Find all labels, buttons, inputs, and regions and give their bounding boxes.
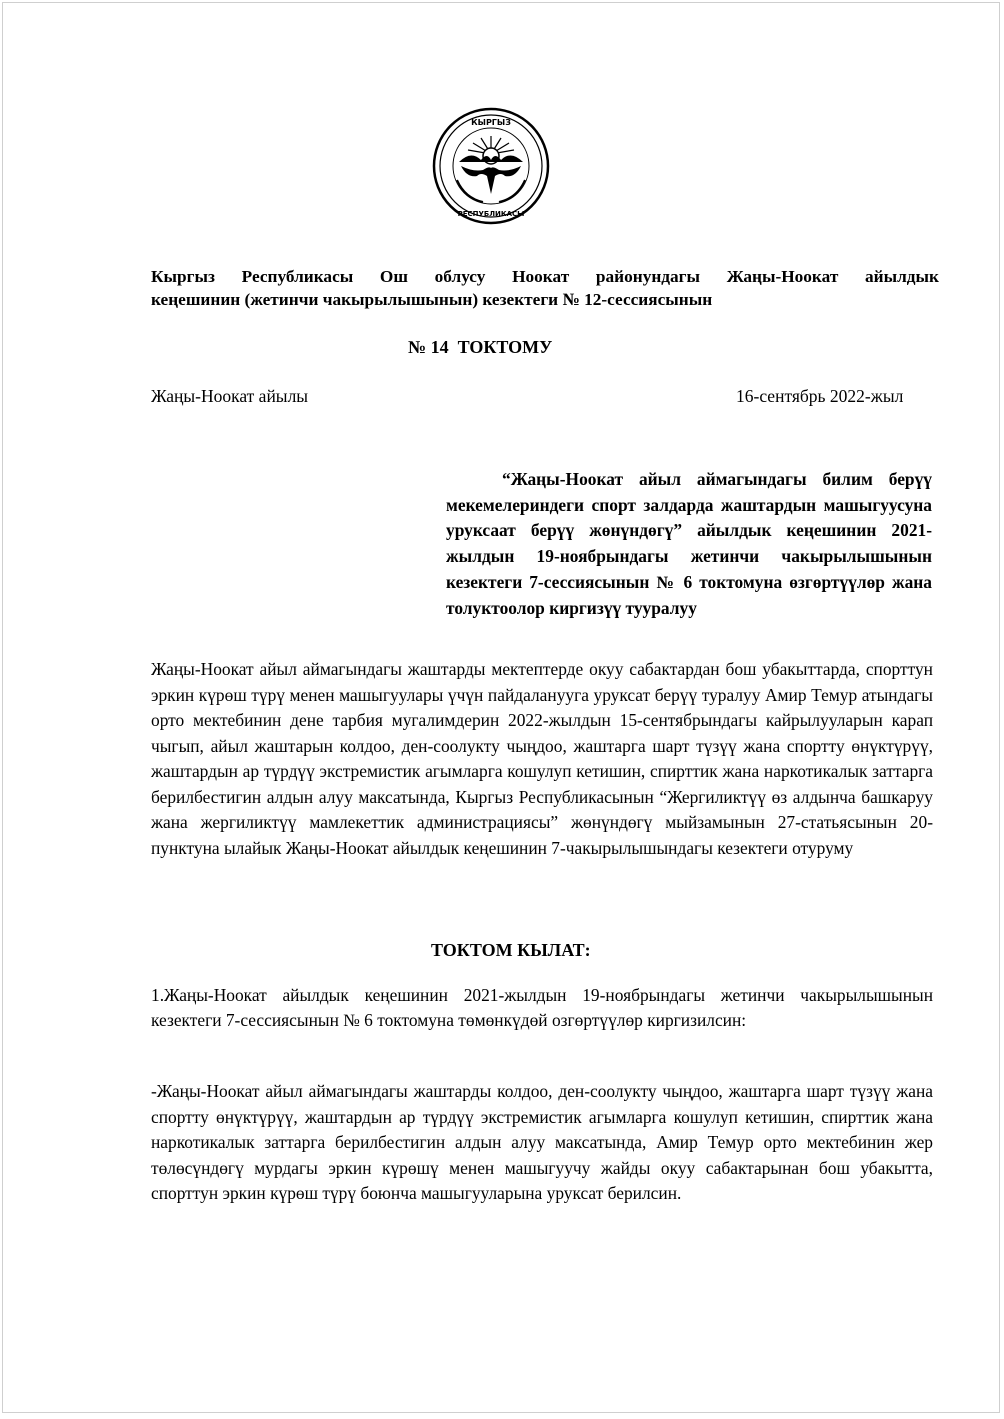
issue-date: 16-сентябрь 2022-жыл [736, 386, 904, 406]
decree-item-2: -Жаңы-Ноокат айыл аймагындагы жаштарды колдоо, ден-соолукту чыңдоо, жаштарга шарт түзүү жана спортту өнүктүрүү, жаштардын ар түрдүү экстремистик агымларга кошулуп кетишин, спирттик жана наркотикалык заттарга берилбестигин алдын алуу максатында, Амир Темур орто мектебинин жер төлөсүндөгү мурдагы эркин күрөшү менен машыгуучу жайды окуу сабактарынан бош убакытта, спорттун эркин күрөш түрү боюнча машыгууларына уруксат берилсин. [151, 1081, 933, 1203]
emblem-text-bottom: РЕСПУБЛИКАСЫ [457, 210, 525, 218]
header-line-1: Кыргыз Республикасы Ош облусу Ноокат районундагы Жаңы-Ноокат айылдык [151, 267, 939, 286]
document-header [151, 265, 939, 311]
emblem-text-top: КЫРГЫЗ [471, 118, 511, 127]
resolution-title: № 14 ТОКТОМУ [408, 337, 553, 357]
preamble-paragraph: Жаңы-Ноокат айыл аймагындагы жаштарды мектептерде окуу сабактардан бош убакыттарда, спорттун эркин күрөш түрү менен машыгуулары үчүн пайдаланууга уруксат берүү туралуу Амир Темур атындагы орто мектебинин дене тарбия мугалимдерин 2022-жылдын 15-сентябрындагы кайрылууларын карап чыгып, айыл жаштарын колдоо, ден-соолукту чыңдоо, жаштарга шарт түзүү жана спортту өнүктүрүү, жаштардын ар түрдүү экстремистик агымларга кошулуп кетишин, спирттик жана наркотикалык заттарга берилбестигин алдын алуу максатында, Кыргыз Республикасынын “Жергиликтүү өз алдынча башкаруу жана жергиликтүү мамлекеттик администрациясы” жөнүндөгү мыйзамынын 27-статьясынын 20-пунктуна ылайык Жаңы-Ноокат айылдык кеңешинин 7-чакырылышындагы кезектеги отуруму [151, 659, 933, 858]
decree-heading: ТОКТОМ КЫЛАТ: [431, 940, 591, 960]
decree-item-1: 1.Жаңы-Ноокат айылдык кеңешинин 2021-жылдын 19-ноябрындагы жетинчи чакырылышынын кезектеги 7-сессиясынын № 6 токтомуна төмөнкүдөй озгөртүүлөр киргизилсин: [151, 985, 933, 1030]
document-page [2, 2, 1000, 1413]
kyrgyz-state-emblem-icon [431, 106, 551, 226]
issue-place: Жаңы-Ноокат айылы [151, 386, 309, 406]
header-line-2: кеңешинин (жетинчи чакырылышынын) кезектеги № 12-сессиясынын [151, 290, 713, 309]
resolution-subject: “Жаңы-Ноокат айыл аймагындагы билим берүү мекемелериндеги спорт залдарда жаштардын машыгуусуна уруксаат берүү жөнүндөгү” айылдык кеңешинин 2021-жылдын 19-ноябрындагы жетинчи чакырылышынын кезектеги 7-сессиясынын № 6 токтомуна өзгөртүүлөр жана толуктоолор киргизүү тууралуу [446, 469, 932, 618]
